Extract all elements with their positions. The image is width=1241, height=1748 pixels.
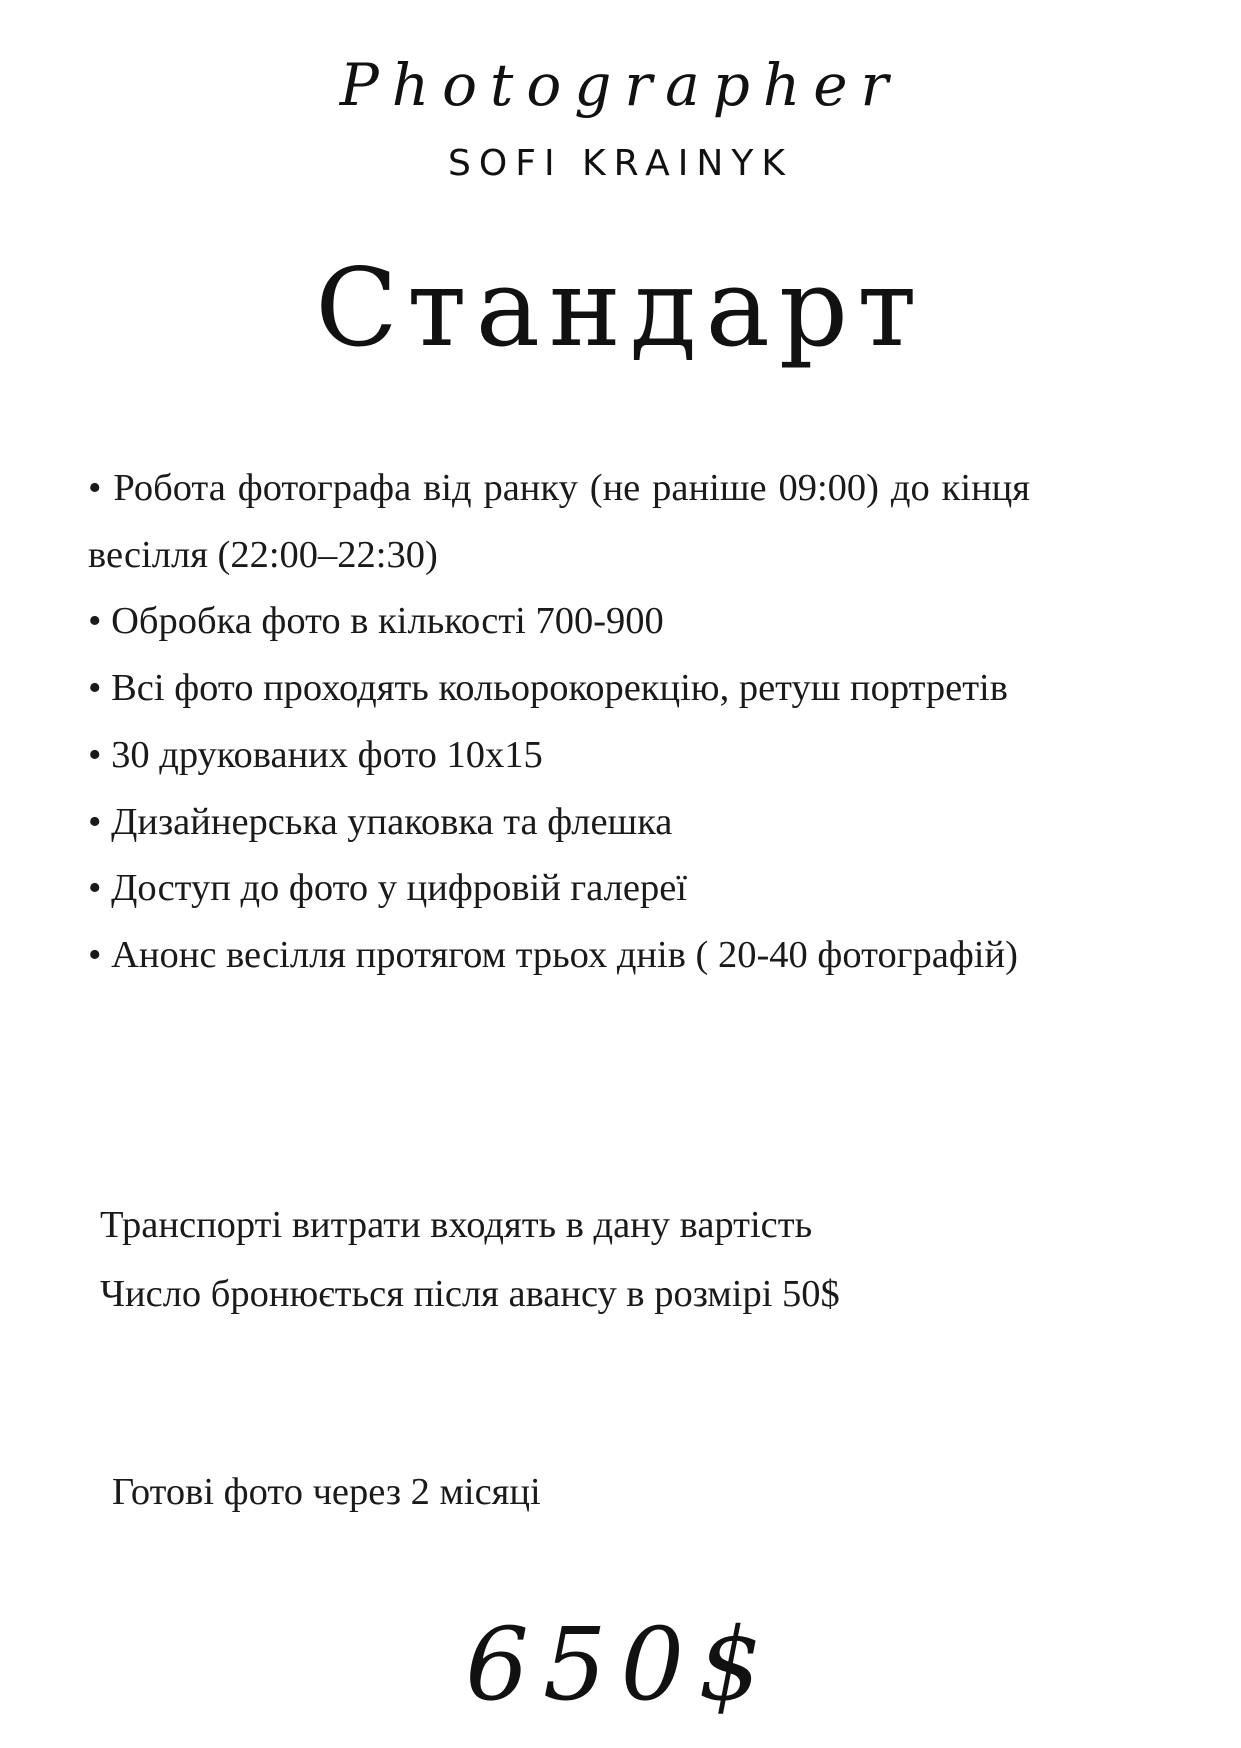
feature-list: [88, 455, 1030, 989]
delivery-note: Готові фото через 2 місяці: [112, 1471, 541, 1513]
feature-item: • Доступ до фото у цифровій галереї: [88, 867, 687, 910]
feature-item: • 30 друкованих фото 10х15: [88, 733, 543, 776]
feature-item: • Обробка фото в кількості 700-900: [88, 600, 664, 643]
feature-item: • Дизайнерська упаковка та флешка: [88, 800, 673, 843]
photographer-name: SOFI KRAINYK: [448, 143, 793, 184]
transport-note: Транспорті витрати входять в дану вартість: [100, 1204, 813, 1246]
package-title: Стандарт: [315, 246, 926, 371]
feature-item: • Робота фотографа від ранку (не раніше 09:00) до кінця весілля (22:00–22:30): [88, 467, 1030, 576]
brand-script-title: Photographer: [339, 51, 902, 119]
price: 650$: [465, 1606, 776, 1723]
booking-note: Число бронюється після авансу в розмірі 50$: [100, 1273, 840, 1315]
feature-item: • Анонс весілля протягом трьох днів ( 20-40 фотографій): [88, 933, 1018, 976]
feature-item: • Всі фото проходять кольорокорекцію, ретуш портретів: [88, 667, 1008, 710]
